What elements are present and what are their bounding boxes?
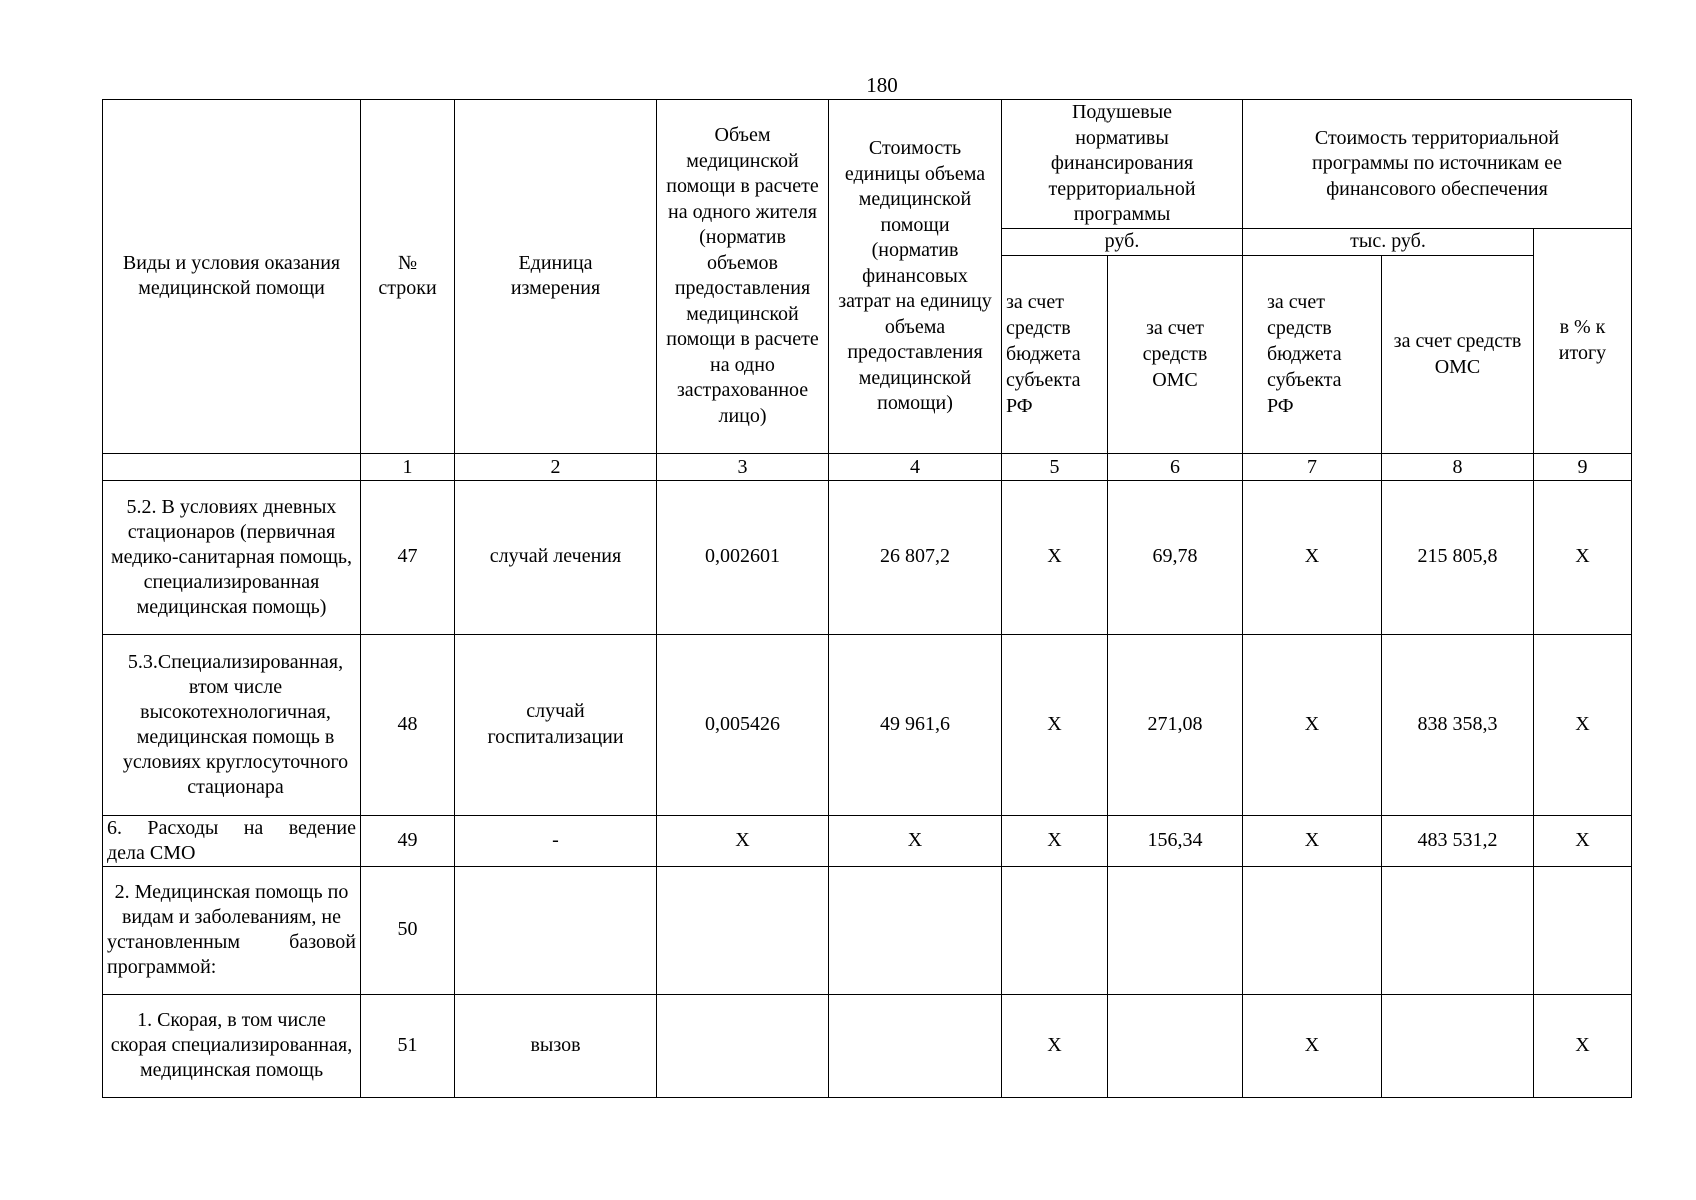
column-number: 4: [829, 453, 1002, 480]
header-budget-7: за счет средств бюджета субъекта РФ: [1243, 255, 1382, 453]
row-oms-per-capita: [1108, 994, 1243, 1097]
column-number: 7: [1243, 453, 1382, 480]
column-number: 6: [1108, 453, 1243, 480]
header-unit-thousand-rub: тыс. руб.: [1243, 229, 1534, 256]
row-budget-per-capita: Х: [1002, 634, 1108, 815]
row-unit: [455, 866, 657, 994]
row-percent: Х: [1534, 994, 1632, 1097]
row-oms-cost: 838 358,3: [1382, 634, 1534, 815]
row-unit-cost: 26 807,2: [829, 480, 1002, 634]
row-volume: Х: [657, 815, 829, 866]
row-volume: 0,005426: [657, 634, 829, 815]
row-budget-per-capita: Х: [1002, 815, 1108, 866]
row-label-last-line: программой:: [107, 956, 217, 978]
row-percent: Х: [1534, 480, 1632, 634]
row-label-main: 2. Медицинская помощь по видам и заболеваниям, не установленным базовой: [107, 881, 356, 953]
row-label: 1. Скорая, в том числе скорая специализированная, медицинская помощь: [103, 994, 361, 1097]
row-oms-per-capita: 156,34: [1108, 815, 1243, 866]
row-oms-cost: 215 805,8: [1382, 480, 1534, 634]
row-label: 5.3.Специализированная, втом числе высокотехнологичная, медицинская помощь в условиях круглосуточного стационара: [103, 634, 361, 815]
column-number: 8: [1382, 453, 1534, 480]
row-budget-per-capita: [1002, 866, 1108, 994]
column-numbers-row: [103, 453, 1632, 480]
row-label: 5.2. В условиях дневных стационаров (первичная медико-санитарная помощь, специализированная медицинская помощь): [103, 480, 361, 634]
row-unit-cost: [829, 994, 1002, 1097]
row-volume: 0,002601: [657, 480, 829, 634]
row-unit: -: [455, 815, 657, 866]
row-number: 50: [361, 866, 455, 994]
row-label: [103, 866, 361, 994]
row-oms-per-capita: 271,08: [1108, 634, 1243, 815]
table-row: [103, 634, 1632, 815]
row-percent: [1534, 866, 1632, 994]
row-volume: [657, 866, 829, 994]
row-budget-cost: [1243, 866, 1382, 994]
row-percent: Х: [1534, 815, 1632, 866]
header-unit: Единица измерения: [455, 100, 657, 454]
row-unit-cost: 49 961,6: [829, 634, 1002, 815]
header-oms-6: за счет средств ОМС: [1108, 255, 1243, 453]
row-label-main: 6. Расходы на ведение: [107, 816, 356, 839]
column-number: 3: [657, 453, 829, 480]
row-oms-cost: 483 531,2: [1382, 815, 1534, 866]
header-unit-rub: руб.: [1002, 229, 1243, 256]
row-unit-cost: Х: [829, 815, 1002, 866]
column-number: [103, 453, 361, 480]
row-number: 48: [361, 634, 455, 815]
row-budget-cost: Х: [1243, 634, 1382, 815]
row-number: 49: [361, 815, 455, 866]
column-number: 9: [1534, 453, 1632, 480]
row-label-last-line: дела СМО: [107, 841, 196, 864]
header-volume: Объем медицинской помощи в расчете на одного жителя (норматив объемов предоставления медицинской помощи в расчете на одно застрахованное лицо): [657, 100, 829, 454]
header-unit-cost: Стоимость единицы объема медицинской помощи (норматив финансовых затрат на единицу объема предоставления медицинской помощи): [829, 100, 1002, 454]
header-types-of-care: Виды и условия оказания медицинской помощи: [103, 100, 361, 454]
column-number: 5: [1002, 453, 1108, 480]
page-number: 180: [866, 73, 898, 97]
table-row: [103, 815, 1632, 866]
row-label: [103, 815, 361, 866]
row-volume: [657, 994, 829, 1097]
row-unit: вызов: [455, 994, 657, 1097]
column-number: 1: [361, 453, 455, 480]
header-budget-5: за счет средств бюджета субъекта РФ: [1002, 255, 1108, 453]
header-per-capita-group: Подушевые нормативы финансирования территориальной программы: [1002, 100, 1243, 229]
row-budget-cost: Х: [1243, 994, 1382, 1097]
table-row: [103, 994, 1632, 1097]
row-oms-cost: [1382, 866, 1534, 994]
row-budget-cost: Х: [1243, 815, 1382, 866]
header-oms-8: за счет средств ОМС: [1382, 255, 1534, 453]
row-oms-cost: [1382, 994, 1534, 1097]
table-row: [103, 480, 1632, 634]
financing-table: [102, 99, 1632, 1098]
row-budget-per-capita: Х: [1002, 994, 1108, 1097]
row-oms-per-capita: [1108, 866, 1243, 994]
row-oms-per-capita: 69,78: [1108, 480, 1243, 634]
row-percent: Х: [1534, 634, 1632, 815]
row-unit: случай госпитализации: [455, 634, 657, 815]
row-budget-cost: Х: [1243, 480, 1382, 634]
header-program-cost-group: Стоимость территориальной программы по источникам ее финансового обеспечения: [1243, 100, 1632, 229]
row-unit-cost: [829, 866, 1002, 994]
row-unit: случай лечения: [455, 480, 657, 634]
row-number: 51: [361, 994, 455, 1097]
table-row: [103, 866, 1632, 994]
row-number: 47: [361, 480, 455, 634]
header-row: [103, 100, 1632, 229]
row-budget-per-capita: Х: [1002, 480, 1108, 634]
header-row-number: № строки: [361, 100, 455, 454]
header-percent-of-total: в % к итогу: [1534, 229, 1632, 454]
column-number: 2: [455, 453, 657, 480]
